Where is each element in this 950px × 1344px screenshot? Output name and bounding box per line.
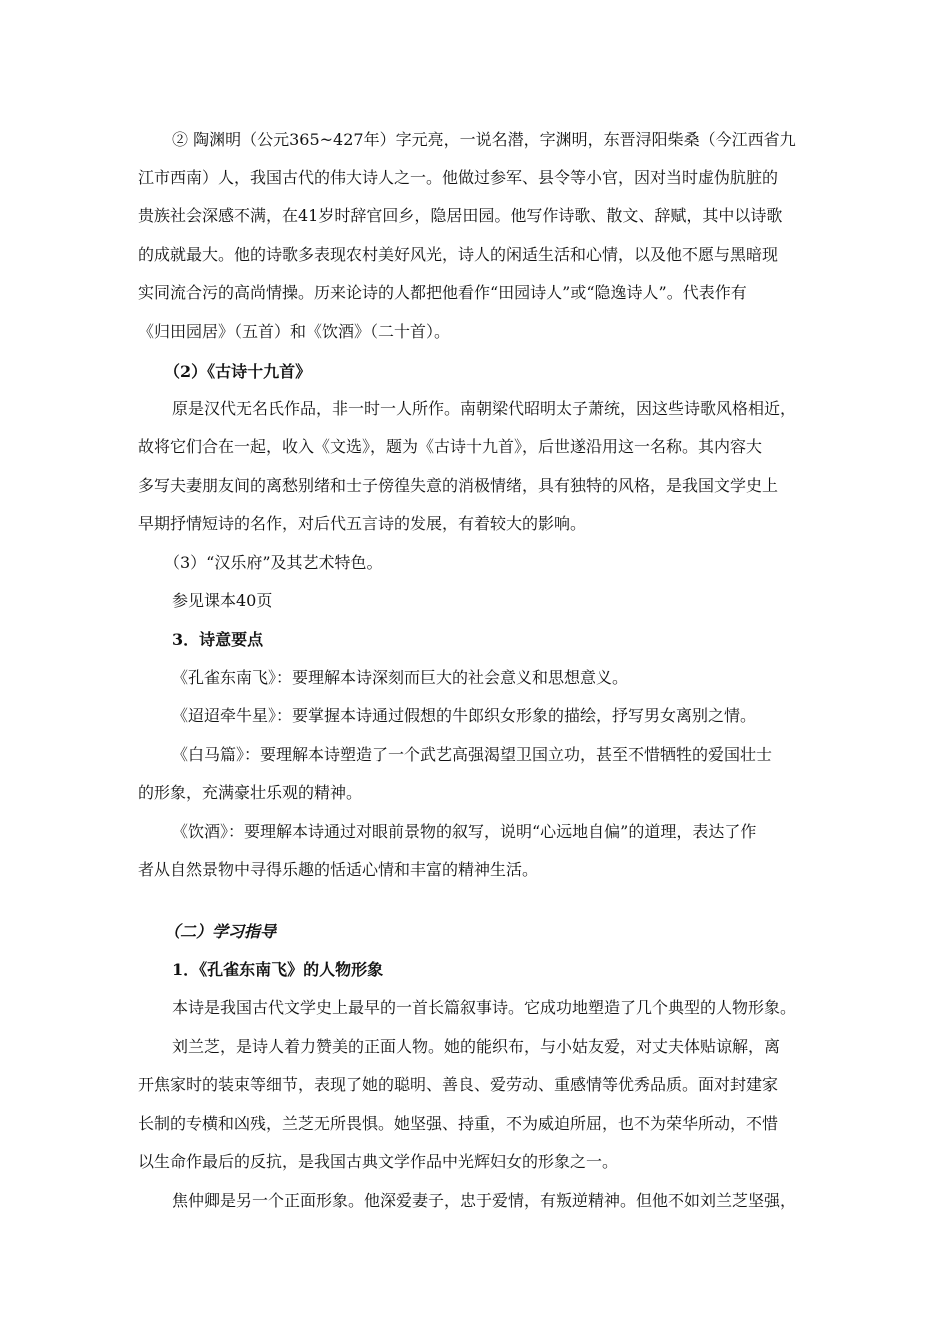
paragraph-kongque: 《孔雀东南飞》：要理解本诗深刻而巨大的社会意义和思想意义。 xyxy=(172,668,629,687)
paragraph-baima: 《白马篇》：要理解本诗塑造了一个武艺高强渴望卫国立功，甚至不惜牺牲的爱国壮士 xyxy=(172,745,773,764)
paragraph-line: 早期抒情短诗的名作，对后代五言诗的发展，有着较大的影响。 xyxy=(138,514,587,533)
section-heading-renwu: 1．《孔雀东南飞》的人物形象 xyxy=(172,960,384,979)
paragraph-intro: 本诗是我国古代文学史上最早的一首长篇叙事诗。它成功地塑造了几个典型的人物形象。 xyxy=(172,998,797,1017)
paragraph-line: 者从自然景物中寻得乐趣的恬适心情和丰富的精神生活。 xyxy=(138,860,539,879)
paragraph-line: 多写夫妻朋友间的离愁别绪和士子傍徨失意的消极情绪，具有独特的风格，是我国文学史上 xyxy=(138,476,779,495)
paragraph-yinjiu: 《饮酒》：要理解本诗通过对眼前景物的叙写，说明“心远地自偏”的道理，表达了作 xyxy=(172,822,757,841)
paragraph-gushi: 原是汉代无名氏作品，非一时一人所作。南朝梁代昭明太子萧统，因这些诗歌风格相近， xyxy=(172,399,797,418)
paragraph-line: 的成就最大。他的诗歌多表现农村美好风光，诗人的闲适生活和心情，以及他不愿与黑暗现 xyxy=(138,245,779,264)
section-heading-yuefu: （3）“汉乐府”及其艺术特色。 xyxy=(164,553,383,572)
paragraph-line: 江市西南）人，我国古代的伟大诗人之一。他做过参军、县令等小官，因对当时虚伪肮脏的 xyxy=(138,168,779,187)
paragraph-line: 以生命作最后的反抗，是我国古典文学作品中光辉妇女的形象之一。 xyxy=(138,1152,619,1171)
section-heading-shiyi: 3．诗意要点 xyxy=(172,630,264,649)
paragraph-tao-yuanming: ② 陶渊明（公元365~427年）字元亮，一说名潜，字渊明，东晋浔阳柴桑（今江西省九 xyxy=(172,130,796,149)
paragraph-line: 《归田园居》（五首）和《饮酒》（二十首）。 xyxy=(138,322,451,341)
section-heading-gushi: （2）《古诗十九首》 xyxy=(164,362,312,381)
paragraph-tiaotiao: 《迢迢牵牛星》：要掌握本诗通过假想的牛郎织女形象的描绘，抒写男女离别之情。 xyxy=(172,706,757,725)
paragraph-reference: 参见课本40页 xyxy=(172,591,273,610)
paragraph-line: 长制的专横和凶残，兰芝无所畏惧。她坚强、持重，不为威迫所屈，也不为荣华所动，不惜 xyxy=(138,1114,779,1133)
paragraph-line: 实同流合污的高尚情操。历来论诗的人都把他看作“田园诗人”或“隐逸诗人”。代表作有 xyxy=(138,283,747,302)
paragraph-line: 开焦家时的装束等细节，表现了她的聪明、善良、爱劳动、重感情等优秀品质。面对封建家 xyxy=(138,1075,779,1094)
paragraph-line: 故将它们合在一起，收入《文选》，题为《古诗十九首》，后世遂沿用这一名称。其内容大 xyxy=(138,437,763,456)
paragraph-line: 贵族社会深感不满，在41岁时辞官回乡，隐居田园。他写作诗歌、散文、辞赋，其中以诗歌 xyxy=(138,206,783,225)
paragraph-lanzhi: 刘兰芝，是诗人着力赞美的正面人物。她的能织布，与小姑友爱，对丈夫体贴谅解，离 xyxy=(172,1037,781,1056)
section-heading-xuexi: （二）学习指导 xyxy=(164,922,277,941)
paragraph-line: 的形象，充满豪壮乐观的精神。 xyxy=(138,783,363,802)
paragraph-zhongqing: 焦仲卿是另一个正面形象。他深爱妻子，忠于爱情，有叛逆精神。但他不如刘兰芝坚强， xyxy=(172,1191,797,1210)
